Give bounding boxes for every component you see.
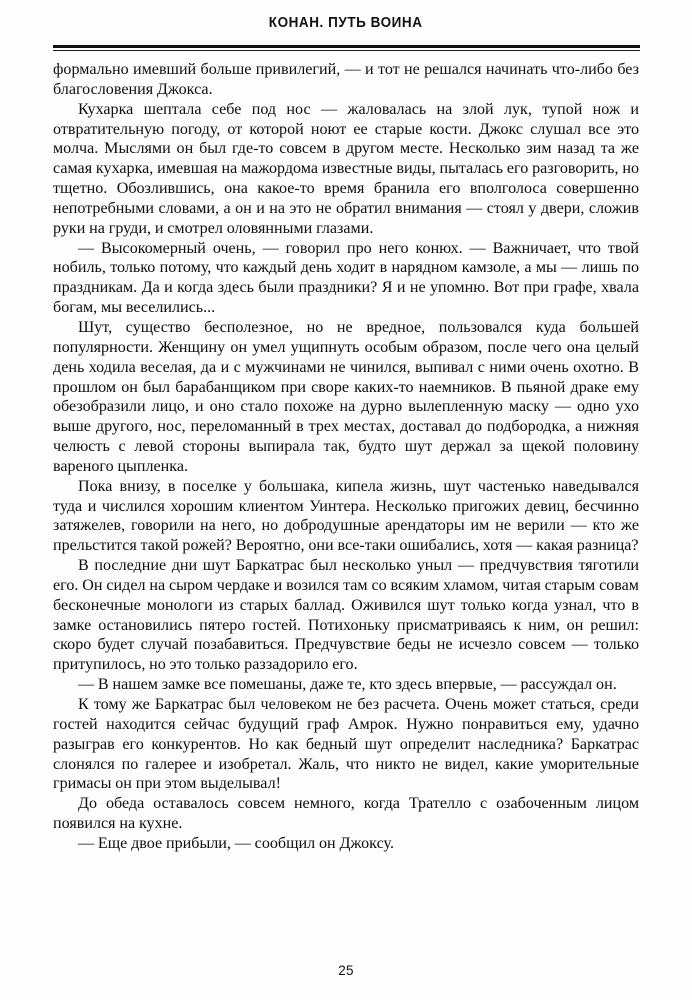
paragraph: — Высокомерный очень, — говорил про него конюх. — Важничает, что твой нобиль, только потому, что каждый день ходит в нарядном камзоле, а мы — лишь по праздникам. Да и когда здесь были праздники? Я и не упомню. Вот при графе, хвала богам, мы веселились... <box>53 239 639 317</box>
paragraph: — В нашем замке все помешаны, даже те, кто здесь впервые, — рассуждал он. <box>78 676 617 694</box>
header-rule-thin <box>53 50 640 51</box>
folio <box>0 962 692 980</box>
paragraph: — Еще двое прибыли, — сообщил он Джоксу. <box>78 834 394 852</box>
header-divider-rule <box>53 45 640 51</box>
paragraph: Пока внизу, в поселке у большака, кипела жизнь, шут частенько наведывался туда и числился хорошим клиентом Уинтера. Несколько пригожих девиц, бесчинно затяжелев, говорили на него, но добродушные арендаторы им не верили — кто же прельстится такой рожей? Вероятно, они все-таки ошибались, хотя — какая разница? <box>53 477 639 555</box>
paragraph: формально имевший больше привилегий, — и тот не решался начинать что-либо без благословения Джокса. <box>53 61 639 98</box>
paragraph: В последние дни шут Баркатрас был несколько уныл — предчувствия тяготили его. Он сидел на сыром чердаке и возился там со всяким хламом, читая старым совам бесконечные монологи из старых баллад. Оживился шут только когда узнал, что в замке остановились пятеро гостей. Потихоньку присматриваясь к ним, он решил: скоро будет случай позабавиться. Предчувствие беды не исчезло совсем — только притупилось, но это только раззадорило его. <box>53 557 639 674</box>
paragraph: К тому же Баркатрас был человеком не без расчета. Очень может статься, среди гостей находится сейчас будущий граф Амрок. Нужно понравиться ему, удачно разыграв его конкурентов. Но как бедный шут определит наследника? Баркатрас слонялся по галерее и изобретал. Жаль, что никто не видел, какие уморительные гримасы он при этом выделывал! <box>53 696 639 793</box>
running-head-title: КОНАН. ПУТЬ ВОИНА <box>269 15 423 31</box>
paragraph: Кухарка шептала себе под нос — жаловалась на злой лук, тупой нож и отвратительную погоду, от которой ноют ее старые кости. Джокс слушал все это молча. Мыслями он был где-то совсем в другом месте. Несколько зим назад та же самая кухарка, имевшая на мажордома известные виды, пыталась его разговорить, но тщетно. Обозлившись, она какое-то время бранила его вполголоса совершенно непотребными словами, а он и на это не обратил внимания — стоял у двери, сложив руки на груди, и смотрел оловянными глазами. <box>53 100 639 237</box>
running-head <box>0 14 692 32</box>
page-number: 25 <box>338 963 354 978</box>
paragraph: До обеда оставалось совсем немного, когда Трателло с озабоченным лицом появился на кухне. <box>53 795 639 833</box>
paragraph: Шут, существо бесполезное, но не вредное, пользовался куда большей популярности. Женщину он умел ущипнуть особым образом, после чего она целый день ходила веселая, да и с мужчинами не чинился, выпивал с ними очень охотно. В прошлом он был барабанщиком при своре каких-то наемников. В пьяной драке ему обезобразили лицо, и оно стало похоже на дурно вылепленную маску — одно ухо выше другого, нос, переломанный в трех местах, доставал до подбородка, а нижняя челюсть с левой стороны выпирала так, будто шут держал за щекой половину вареного цыпленка. <box>53 318 639 475</box>
body-text-column <box>53 60 639 854</box>
